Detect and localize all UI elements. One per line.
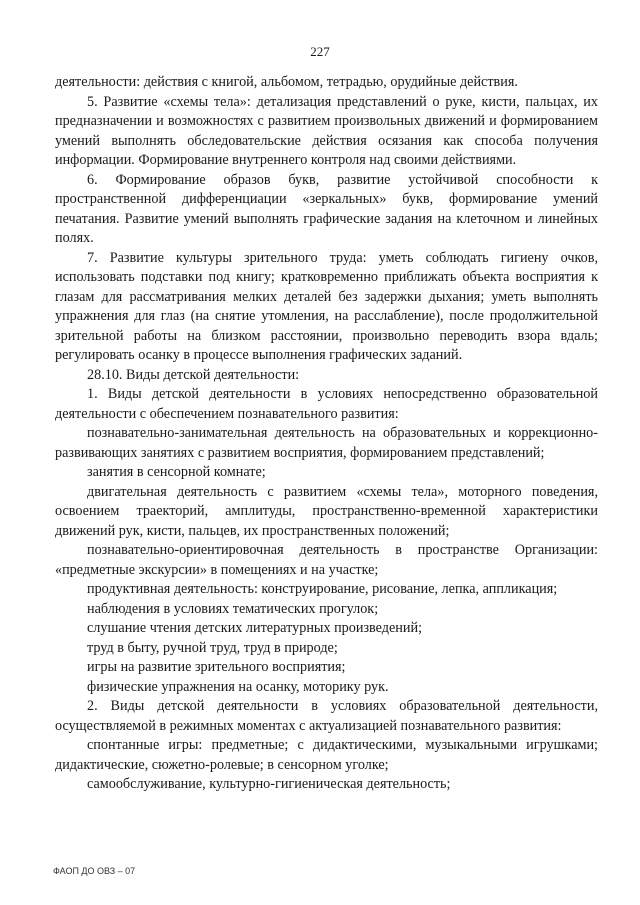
list-item: занятия в сенсорной комнате; [87, 464, 266, 480]
list-item: спонтанные игры: предметные; с дидактическими, музыкальными игрушками; дидактические, сюжетно-ролевые; в сенсорном уголке; [55, 737, 598, 773]
list-item: игры на развитие зрительного восприятия; [87, 659, 346, 675]
paragraph: 6. Формирование образов букв, развитие устойчивой способности к пространственной дифференциации «зеркальных» букв, формирование умений печатания. Развитие умений выполнять графические задания на клеточном и линейных полях. [55, 171, 598, 246]
list-item: физические упражнения на осанку, моторику рук. [87, 678, 389, 695]
list-item: наблюдения в условиях тематических прогулок; [87, 600, 379, 617]
paragraph: 2. Виды детской деятельности в условиях образовательной деятельности, осуществляемой в режимных моментах с актуализацией познавательного развития: [55, 698, 598, 734]
document-footer: ФАОП ДО ОВЗ – 07 [53, 866, 136, 876]
list-item: самообслуживание, культурно-гигиеническая деятельность; [87, 776, 451, 792]
section-heading: 28.10. Виды детской деятельности: [87, 366, 300, 383]
list-item: продуктивная деятельность: конструирование, рисование, лепка, аппликация; [87, 581, 558, 597]
paragraph: 1. Виды детской деятельности в условиях непосредственно образовательной деятельности с обеспечением познавательного развития: [55, 386, 598, 422]
document-body [55, 73, 598, 795]
list-item: двигательная деятельность с развитием «схемы тела», моторного поведения, освоением траекторий, амплитуды, пространственно-временной характеристики движений рук, кисти, пальцев, их пространственных положений; [55, 483, 598, 539]
list-item: труд в быту, ручной труд, труд в природе; [87, 639, 338, 656]
list-item: познавательно-ориентировочная деятельность в пространстве Организации: «предметные экскурсии» в помещениях и на участке; [55, 542, 598, 578]
page-number: 227 [310, 44, 330, 59]
list-item: познавательно-занимательная деятельность на образовательных и коррекционно-развивающих занятиях с развитием восприятия, формированием представлений; [55, 425, 598, 461]
paragraph: 5. Развитие «схемы тела»: детализация представлений о руке, кисти, пальцах, их предназначении и возможностях с развитием произвольных движений и формированием умений выполнять обследовательские действия осязания как способа получения информации. Формирование внутреннего контроля над своими действиями. [55, 93, 598, 168]
paragraph: 7. Развитие культуры зрительного труда: уметь соблюдать гигиену очков, использовать подставки под книгу; кратковременно приближать объекта восприятия к глазам для рассматривания мелких деталей без задержки дыхания; уметь выполнять упражнения для глаз (на снятие утомления, на расслабление), после продолжительной зрительной работы на близком расстоянии, произвольно переводить взора вдаль; регулировать осанку в процессе выполнения графических заданий. [55, 249, 598, 363]
paragraph: деятельности: действия с книгой, альбомом, тетрадью, орудийные действия. [55, 74, 518, 90]
list-item: слушание чтения детских литературных произведений; [87, 620, 423, 636]
